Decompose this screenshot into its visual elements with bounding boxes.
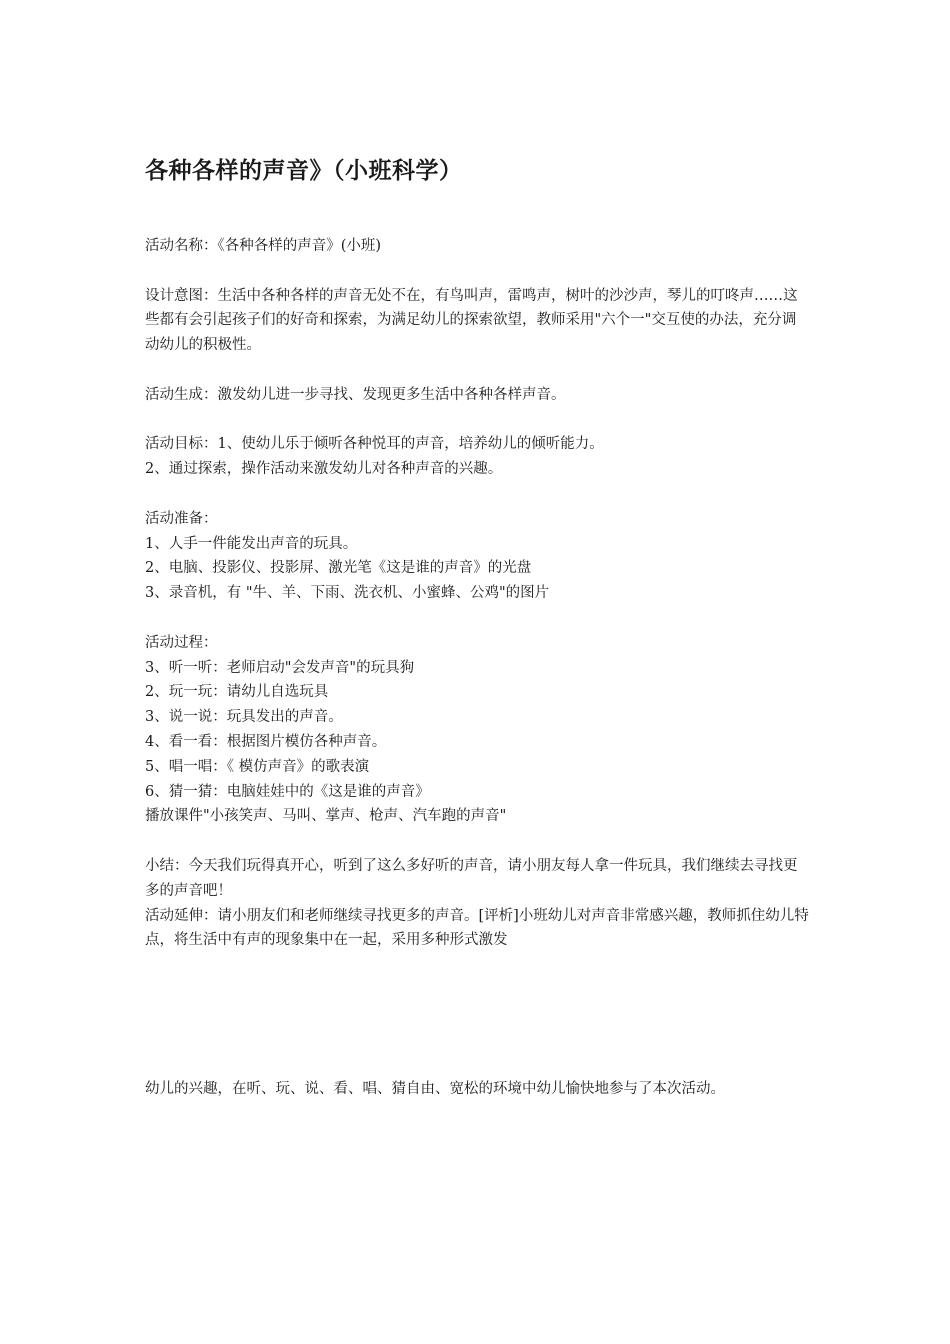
- document-body: [145, 234, 810, 1102]
- process-step: 3、说一说：玩具发出的声音。: [145, 709, 343, 726]
- preparation-item: 2、电脑、投影仪、投影屏、激光笔《这是谁的声音》的光盘: [145, 560, 532, 577]
- extension-paragraph: 活动延伸：请小朋友们和老师继续寻找更多的声音。[评析]小班幼儿对声音非常感兴趣，教师抓住幼儿特点，将生活中有声的现象集中在一起，采用多种形式激发: [145, 907, 809, 949]
- design-intent-paragraph: 设计意图：生活中各种各样的声音无处不在，有鸟叫声，雷鸣声，树叶的沙沙声，琴儿的叮咚声……这些都有会引起孩子们的好奇和探索，为满足幼儿的探索欲望，教师采用"六个一"交互使的办法，充分调动幼儿的积极性。: [145, 287, 798, 354]
- process-step: 5、唱一唱：《 模仿声音》的歌表演: [145, 758, 370, 775]
- goal-line: 活动目标：1、使幼儿乐于倾听各种悦耳的声音，培养幼儿的倾听能力。: [145, 436, 604, 453]
- goal-line: 2、通过探索，操作活动来激发幼儿对各种声音的兴趣。: [145, 461, 503, 478]
- process-step: 播放课件"小孩笑声、马叫、掌声、枪声、汽车跑的声音": [145, 808, 507, 825]
- page-title: 各种各样的声音》（小班科学）: [145, 158, 463, 184]
- preparation-item: 1、人手一件能发出声音的玩具。: [145, 535, 358, 552]
- preparation-heading: 活动准备：: [145, 510, 218, 527]
- summary-paragraph: 小结：今天我们玩得真开心，听到了这么多好听的声音，请小朋友每人拿一件玩具，我们继续去寻找更多的声音吧！: [145, 857, 798, 899]
- activity-name: 活动名称：《各种各样的声音》(小班): [145, 238, 382, 254]
- process-step: 6、猜一猜：电脑娃娃中的《这是谁的声音》: [145, 783, 430, 800]
- process-step: 3、听一听：老师启动"会发声音"的玩具狗: [145, 659, 415, 676]
- process-heading: 活动过程：: [145, 634, 218, 651]
- process-step: 4、看一看：根据图片模仿各种声音。: [145, 733, 387, 750]
- preparation-item: 3、录音机，有 "牛、羊、下雨、洗衣机、小蜜蜂、公鸡"的图片: [145, 585, 550, 602]
- process-step: 2、玩一玩：请幼儿自选玩具: [145, 684, 329, 701]
- closing-paragraph: 幼儿的兴趣，在听、玩、说、看、唱、猜自由、宽松的环境中幼儿愉快地参与了本次活动。: [145, 1081, 725, 1098]
- activity-generation: 活动生成：激发幼儿进一步寻找、发现更多生活中各种各样声音。: [145, 386, 566, 403]
